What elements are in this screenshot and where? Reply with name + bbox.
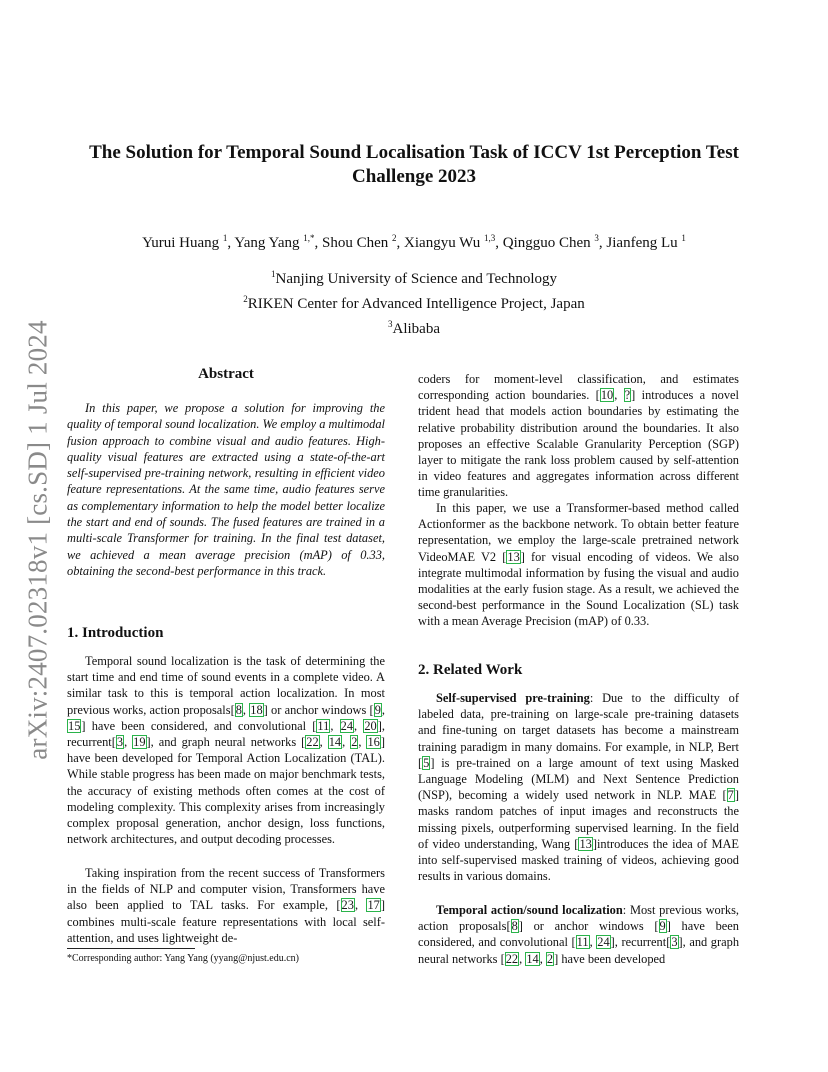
citation-link[interactable]: 19	[133, 735, 146, 750]
citation-link[interactable]: 3	[671, 935, 678, 950]
affiliation-sup: 1	[270, 269, 276, 279]
citation-link[interactable]: 14	[526, 951, 539, 966]
affiliation-line	[60, 289, 768, 314]
citation-link[interactable]: 15	[68, 718, 81, 733]
arxiv-id: arXiv:2407.02318v1 [cs.SD] 1 Jul 2024	[22, 320, 53, 760]
citation-link[interactable]: 8	[511, 919, 518, 934]
right-paragraph-2: In this paper, we use a Transformer-based method called Actionformer as the backbone network. To obtain better feature representation, we employ the large-scale pretrained network VideoMAE V2 [13] for visual encoding of videos. We also integrate multimodal information by fusing the visual and audio modalities at the early fusion stage. As a result, we achieved the second-best performance in the Sound Localization (SL) task with a mean Average Precision (mAP) of 0.33.	[418, 501, 739, 629]
citation-link[interactable]: 3	[116, 735, 124, 750]
right-paragraph-continued: coders for moment-level classification, and estimates corresponding action boundaries. [10, ?] introduces a novel trident head that models action boundaries by estimating the relative probability distribution around the boundaries. It also proposes an effective Scalable Granularity Perception (SGP) layer to mitigate the rank loss problem caused by self-attention in video features and aggregates information across different time granularities.	[418, 372, 739, 500]
affiliation-line	[60, 264, 768, 289]
citation-link[interactable]: 7	[727, 788, 734, 803]
affiliation-sup: 2	[243, 294, 248, 304]
citation-link[interactable]: 16	[367, 735, 380, 750]
section-introduction-heading: 1. Introduction	[67, 625, 164, 641]
title-line-2: Challenge 2023	[351, 166, 477, 187]
affiliation-name: Alibaba	[392, 321, 440, 337]
footnote: *Corresponding author: Yang Yang (yyang@njust.edu.cn)	[67, 953, 299, 964]
title-line-1: The Solution for Temporal Sound Localisation Task of ICCV 1st Perception Test	[89, 142, 739, 163]
author-name: Jianfeng Lu	[606, 235, 682, 251]
author-affil-sup: 1,3	[484, 233, 496, 243]
citation-link[interactable]: 20	[364, 718, 377, 733]
author-name: Shou Chen	[322, 235, 393, 251]
citation-link[interactable]: 2	[351, 735, 358, 750]
affiliation-line	[60, 314, 768, 339]
author-name: Yang Yang	[234, 235, 304, 251]
citation-link[interactable]: 8	[235, 702, 242, 717]
abstract-heading: Abstract	[198, 366, 254, 382]
citation-link[interactable]: 11	[317, 718, 330, 733]
citation-link[interactable]: 13	[579, 836, 592, 851]
author-list: Yurui Huang $^1$, Yang Yang $^{1,*}$, Shou Chen $^2$, Xiangyu Wu $^{1,3}$, Qingguo Chen $^3$, Jianfeng Lu $^1$	[142, 233, 686, 251]
arxiv-sidebar	[18, 300, 58, 780]
citation-link[interactable]: 23	[341, 898, 354, 913]
related-paragraph-localization: Temporal action/sound localization: Most previous works, action proposals[8] or anchor windows [9] have been considered, and convolutional [11, 24], recurrent[3], and graph neural networks [22, 14, 2] have been developed	[418, 903, 740, 966]
citation-link[interactable]: 13	[507, 549, 520, 564]
citation-link[interactable]: 18	[250, 702, 263, 717]
paper-title	[60, 141, 768, 189]
related-paragraph-pretraining: Self-supervised pre-training: Due to the difficulty of labeled data, pre-training on large-scale pre-training datasets and fine-tuning on target datasets has become a mainstream training paradigm in many domains. For example, in NLP, Bert [5] is pre-trained on a large amount of text using Masked Language Modeling (MLM) and Next Sentence Prediction (NSP), becoming a widely used network in NLP. MAE [7] masks random patches of input images and reconstructs the missing pixels, outperforming supervised learning. In the field of video understanding, Wang [13]introduces the idea of MAE into self-supervised masked training of videos, achieving good results in various domains.	[418, 691, 739, 884]
affiliations	[60, 264, 768, 339]
affiliation-name: Nanjing University of Science and Technology	[275, 271, 558, 287]
abstract-body: In this paper, we propose a solution for improving the quality of temporal sound localization. We employ a multimodal fusion approach to combine visual and audio features. High-quality visual features are extracted using a state-of-the-art self-supervised pre-training network, resulting in efficient video feature representations. At the same time, audio features serve as complementary information to help the model better localize the start and end of sounds. The fused features are trained in a multi-scale Transformer for training. In the final test dataset, we achieved a mean average precision (mAP) of 0.33, obtaining the second-best performance in this track.	[67, 401, 385, 578]
citation-link[interactable]: 24	[597, 935, 610, 950]
citation-link[interactable]: 24	[340, 718, 354, 733]
citation-link[interactable]: 11	[576, 935, 589, 950]
citation-link[interactable]: 17	[367, 898, 380, 913]
intro-paragraph-2: Taking inspiration from the recent success of Transformers in the fields of NLP and computer vision, Transformers have also been applied to TAL tasks. For example, [23, 17] combines multi-scale feature representations with local self-attention, and uses lightweight de-	[67, 866, 385, 945]
citation-link[interactable]: ?	[624, 388, 631, 403]
citation-link[interactable]: 22	[505, 951, 519, 966]
run-in-heading: Self-supervised pre-training	[436, 691, 590, 705]
author-name: Qingguo Chen	[502, 235, 595, 251]
author-name: Xiangyu Wu	[404, 235, 484, 251]
author-affil-sup: 2	[392, 233, 397, 243]
citation-link[interactable]: 9	[374, 702, 381, 717]
author-affil-sup: 3	[594, 233, 599, 243]
citation-link[interactable]: 22	[306, 735, 319, 750]
citation-link[interactable]: 14	[328, 735, 342, 750]
citation-link[interactable]: 5	[423, 755, 430, 770]
affiliation-sup: 3	[388, 319, 393, 329]
citation-link[interactable]: 2	[546, 951, 554, 966]
author-affil-sup: 1	[681, 233, 686, 243]
footnote-rule	[67, 948, 195, 949]
author-name: Yurui Huang	[142, 235, 223, 251]
intro-paragraph-1: Temporal sound localization is the task of determining the start time and end time of sound events in a complete video. A similar task to this is temporal action localization. In most previous works, action proposals[8, 18] or anchor windows [9, 15] have been considered, and convolutional [11, 24, 20], recurrent[3, 19], and graph neural networks [22, 14, 2, 16] have been developed for Temporal Action Localization (TAL). While stable progress has been made on major benchmark tests, the accuracy of existing methods often comes at the cost of modeling complexity. This complexity arises from increasingly complex proposal generation, anchor design, loss functions, network architectures, and output decoding processes.	[67, 654, 385, 847]
citation-link[interactable]: 9	[659, 919, 666, 934]
author-affil-sup: 1,*	[303, 233, 315, 243]
section-related-work-heading: 2. Related Work	[418, 662, 523, 678]
affiliation-name: RIKEN Center for Advanced Intelligence Project, Japan	[247, 296, 585, 312]
author-affil-sup: 1	[222, 233, 228, 243]
citation-link[interactable]: 10	[600, 388, 614, 403]
run-in-heading: Temporal action/sound localization	[436, 903, 623, 917]
